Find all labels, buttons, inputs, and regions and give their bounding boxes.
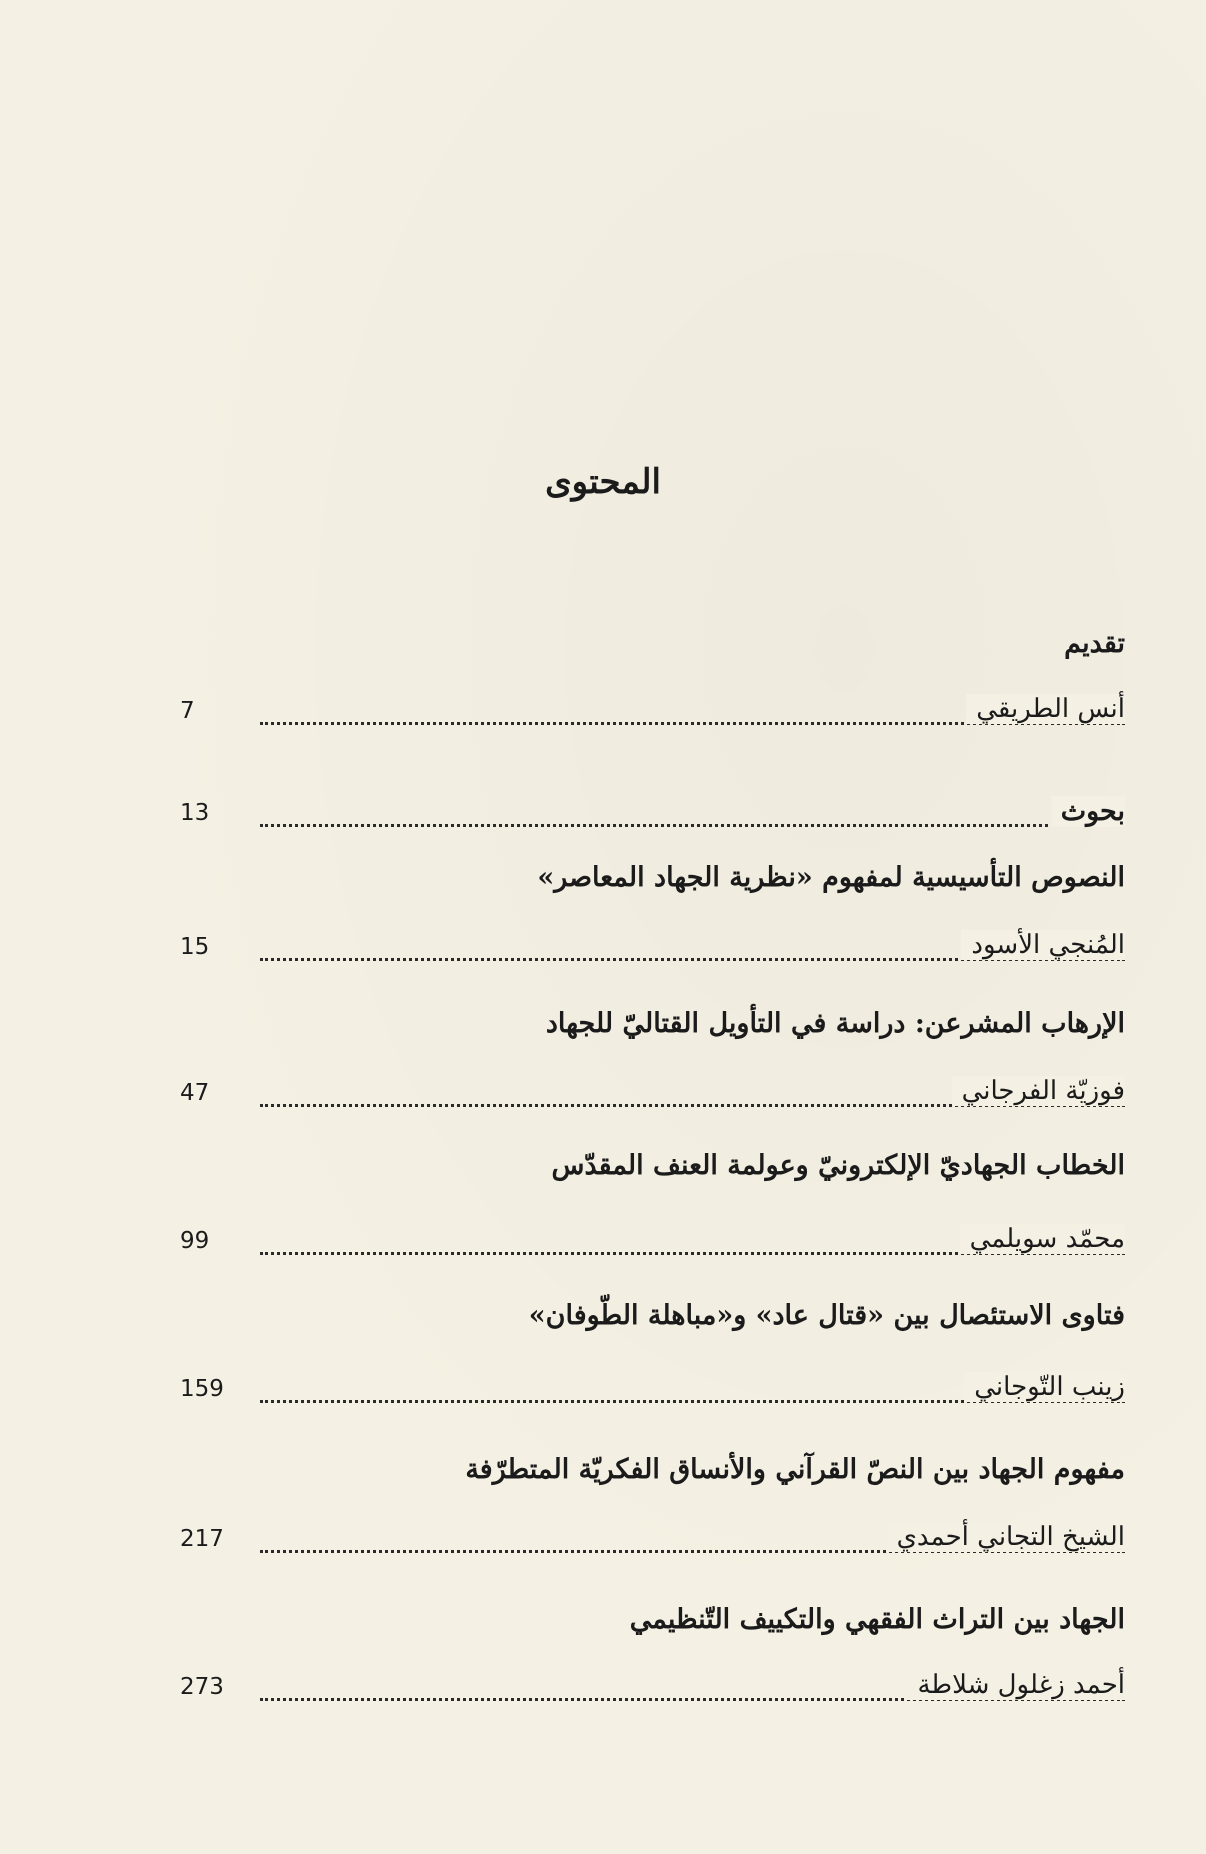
article-author: محمّد سويلمي <box>960 1224 1125 1254</box>
page-number: 7 <box>180 698 195 724</box>
intro-heading-row <box>170 628 1125 672</box>
toc-entry <box>170 796 1125 840</box>
page-number: 99 <box>180 1228 210 1254</box>
article-title: مفهوم الجهاد بين النصّ القرآني والأنساق الفكريّة المتطرّفة <box>465 1454 1125 1485</box>
section-heading: بحوث <box>1051 796 1125 827</box>
article-title: النصوص التأسيسية لمفهوم «نظرية الجهاد المعاصر» <box>537 862 1125 893</box>
page-number: 13 <box>180 800 210 826</box>
toc-entry <box>170 1224 1125 1268</box>
article-title-row <box>170 1454 1125 1498</box>
article-title-row <box>170 1604 1125 1648</box>
article-title-row <box>170 1300 1125 1344</box>
toc-entry <box>170 1670 1125 1714</box>
page-number: 273 <box>180 1674 224 1700</box>
article-author: الشيخ التجاني أحمدي <box>887 1522 1125 1552</box>
article-author: أحمد زغلول شلاطة <box>907 1670 1125 1700</box>
toc-entry <box>170 1522 1125 1566</box>
article-title: الخطاب الجهاديّ الإلكترونيّ وعولمة العنف المقدّس <box>551 1150 1125 1181</box>
article-author: زينب التّوجاني <box>964 1372 1125 1402</box>
article-title: فتاوى الاستئصال بين «قتال عاد» و«مباهلة الطّوفان» <box>528 1300 1125 1331</box>
article-title-row <box>170 1150 1125 1194</box>
page-number: 159 <box>180 1376 224 1402</box>
article-title-row <box>170 862 1125 906</box>
toc-entry <box>170 930 1125 974</box>
article-author: فوزيّة الفرجاني <box>952 1076 1125 1106</box>
intro-author: أنس الطريقي <box>966 694 1125 724</box>
toc-entry <box>170 694 1125 738</box>
toc-entry <box>170 1372 1125 1416</box>
page-number: 217 <box>180 1526 224 1552</box>
page-title: المحتوى <box>545 462 661 502</box>
article-title: الإرهاب المشرعن: دراسة في التأويل القتاليّ للجهاد <box>545 1008 1125 1039</box>
article-title-row <box>170 1008 1125 1052</box>
toc-entry <box>170 1076 1125 1120</box>
article-title: الجهاد بين التراث الفقهي والتكييف التّنظيمي <box>629 1604 1125 1635</box>
page-number: 15 <box>180 934 210 960</box>
article-author: المُنجي الأسود <box>961 930 1125 960</box>
page-number: 47 <box>180 1080 210 1106</box>
dot-leader <box>260 824 1125 827</box>
intro-heading: تقديم <box>1064 628 1125 659</box>
